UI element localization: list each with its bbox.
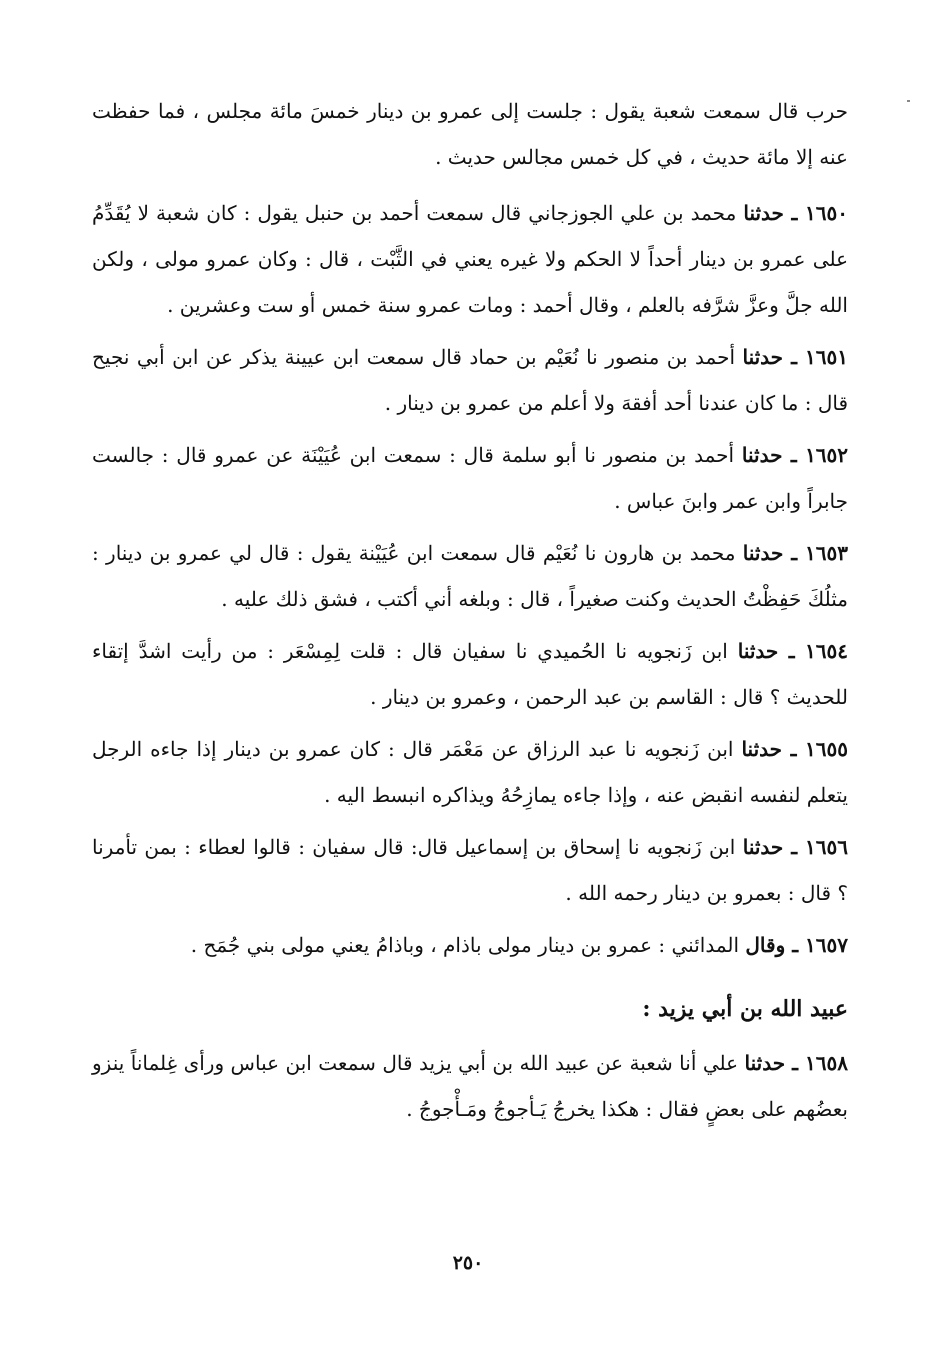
entry-text: ابن زَنجويه نا إسحاق بن إسماعيل قال: قال سفيان : قالوا لعطاء : بمن تأمرنا ؟ قال : بعمرو بن دينار رحمه الله . bbox=[92, 835, 848, 905]
entry-lead: ١٦٥٥ ـ حدثنا bbox=[741, 737, 849, 761]
hadith-entry-1652 bbox=[92, 432, 848, 524]
entry-lead: ١٦٥٧ ـ وقال bbox=[745, 933, 848, 957]
entry-lead: ١٦٥٢ ـ حدثنا bbox=[741, 443, 849, 467]
entry-text: أحمد بن منصور نا نُعَيْم بن حماد قال سمعت ابن عيينة يذكر عن ابن أبي نجيح قال : ما كان عندنا أحد أفقهَ ولا أعلم من عمرو بن دينار . bbox=[92, 345, 848, 415]
entry-text: محمد بن علي الجوزجاني قال سمعت أحمد بن حنبل يقول : كان شعبة لا يُقَدِّمُ على عمرو بن دينار أحداً لا الحكم ولا غيره يعني في الثَّبْت ، قال : وكان عمرو مولى ، ولكن الله جلَّ وعزَّ شرَّفه بالعلم ، وقال أحمد : ومات عمرو سنة خمس أو ست وعشرين . bbox=[92, 201, 848, 317]
hadith-entry-1650 bbox=[92, 190, 848, 328]
hadith-entry-1653 bbox=[92, 530, 848, 622]
entry-text: محمد بن هارون نا نُعَيْم قال سمعت ابن عُيَيْنة يقول : قال لي عمرو بن دينار : مثلُكَ حَفِظْتُ الحديث وكنت صغيراً ، قال : وبلغه أني أكتب ، فشق ذلك عليه . bbox=[92, 541, 848, 611]
hadith-entry-1658 bbox=[92, 1040, 848, 1132]
entry-text: ابن زَنجويه نا عبد الرزاق عن مَعْمَر قال : كان عمرو بن دينار إذا جاءه الرجل يتعلم لنفسه انقبض عنه ، وإذا جاءه يمازِحُهُ ويذاكره انبسط اليه . bbox=[92, 737, 848, 807]
hadith-entry-1656 bbox=[92, 824, 848, 916]
entry-text: علي أنا شعبة عن عبيد الله بن أبي يزيد قال سمعت ابن عباس ورأى غِلماناً ينزو بعضُهم على بعضٍ فقال : هكذا يخرجُ يَـأجوجُ ومَـأْجوجُ . bbox=[92, 1051, 848, 1121]
section-heading: عبيد الله بن أبي يزيد : bbox=[642, 996, 848, 1022]
page-number: ٢٥٠ bbox=[452, 1252, 484, 1274]
entry-lead: ١٦٥٦ ـ حدثنا bbox=[742, 835, 849, 859]
entry-lead: ١٦٥٤ ـ حدثنا bbox=[737, 639, 849, 663]
entry-lead: ١٦٥٣ ـ حدثنا bbox=[742, 541, 848, 565]
scan-speck bbox=[907, 100, 910, 102]
entry-lead: ١٦٥٨ ـ حدثنا bbox=[744, 1051, 849, 1075]
entry-text: أحمد بن منصور نا أبو سلمة قال : سمعت ابن عُيَيْنَة عن عمرو قال : جالست جابراً وابن عمر وابنَ عباس . bbox=[92, 443, 848, 513]
entry-lead: ١٦٥١ ـ حدثنا bbox=[742, 345, 848, 369]
hadith-entry-1657 bbox=[92, 922, 848, 968]
hadith-entry-1654 bbox=[92, 628, 848, 720]
hadith-entry-1651 bbox=[92, 334, 848, 426]
entry-text: ابن زَنجويه نا الحُميدي نا سفيان قال : قلت لِمِسْعَر : من رأيت اشدَّ إتقاء للحديث ؟ قال : القاسم بن عبد الرحمن ، وعمرو بن دينار . bbox=[92, 639, 848, 709]
opening-paragraph: حرب قال سمعت شعبة يقول : جلست إلى عمرو بن دينار خمسَ مائة مجلس ، فما حفظت عنه إلا مائة حديث ، في كل خمس مجالس حديث . bbox=[92, 99, 848, 169]
entry-text: المدائني : عمرو بن دينار مولى باذام ، وباذامُ يعني مولى بني جُمَح . bbox=[190, 933, 740, 957]
entry-lead: ١٦٥٠ ـ حدثنا bbox=[743, 201, 849, 225]
hadith-entry-1655 bbox=[92, 726, 848, 818]
